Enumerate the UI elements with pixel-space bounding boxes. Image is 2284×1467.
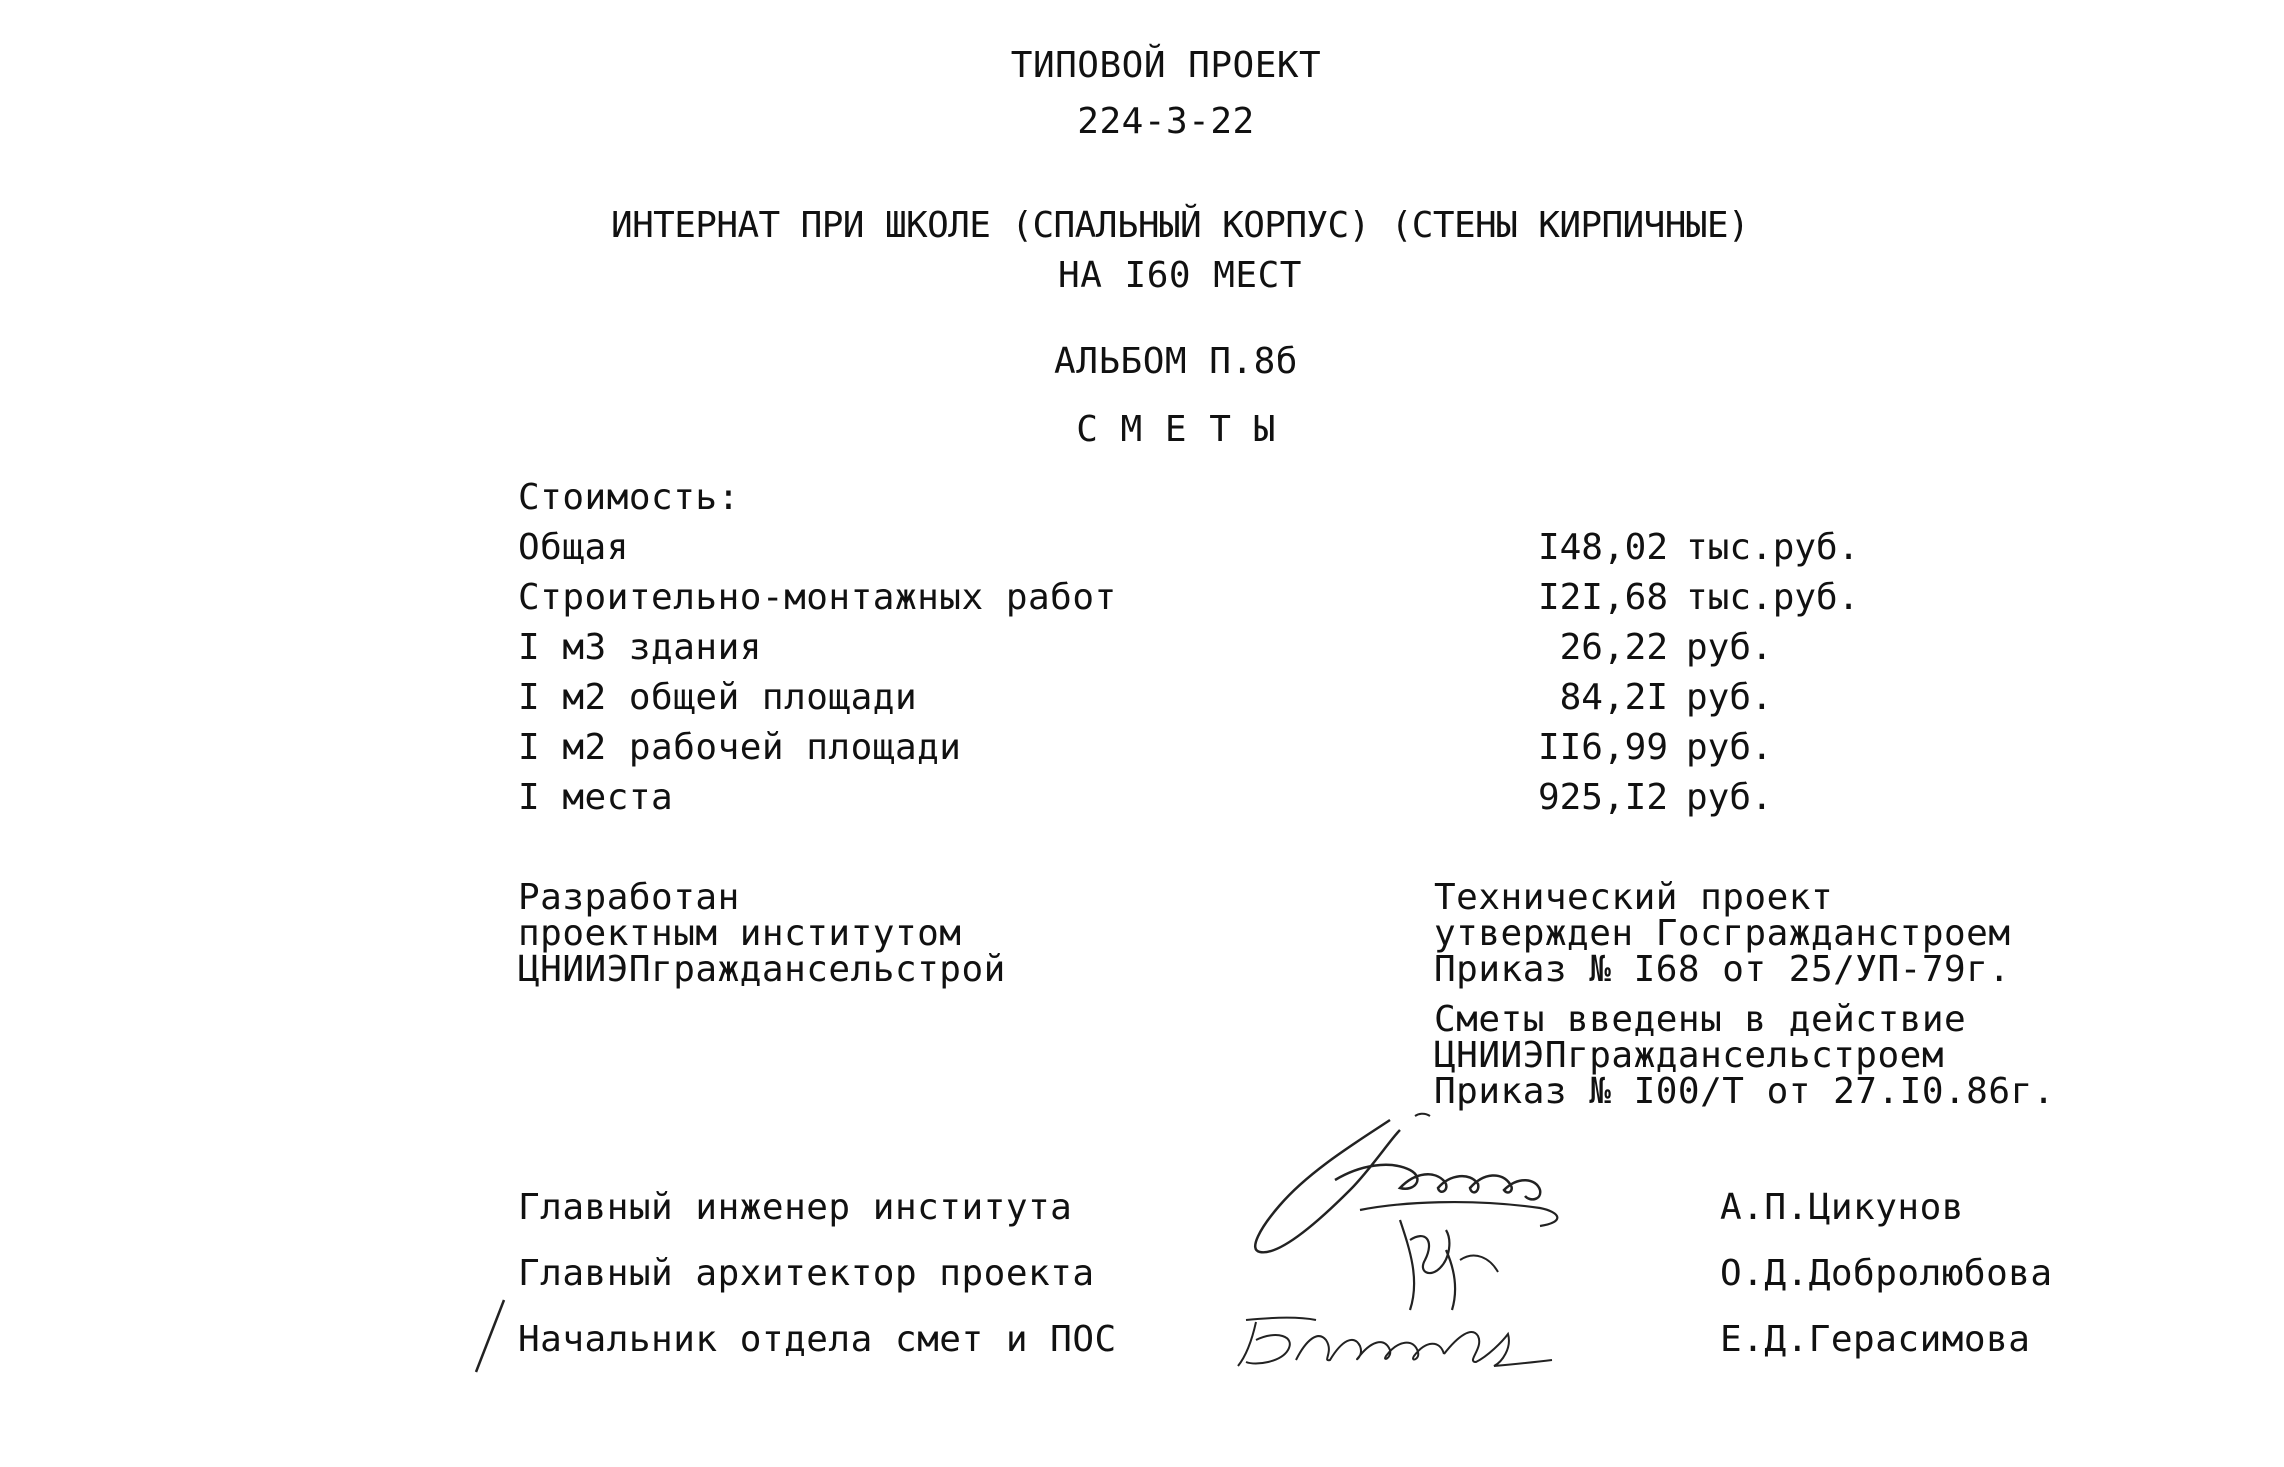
signatory-position: Начальник отдела смет и ПОС (518, 1319, 1117, 1360)
signatory-position: Главный архитектор проекта (518, 1253, 1095, 1294)
approval-line-3: Приказ № I68 от 25/УП-79г. (1434, 949, 2011, 990)
developer-line-1: Разработан (518, 877, 740, 918)
signatory-position: Главный инженер института (518, 1187, 1073, 1228)
cost-value: I48,02 (1537, 527, 1668, 568)
enactment-line-3: Приказ № I00/Т от 27.I0.86г. (1434, 1071, 2055, 1112)
pen-mark (470, 1296, 510, 1376)
cost-value: II6,99 (1537, 727, 1668, 768)
cost-value: I2I,68 (1537, 577, 1668, 618)
developer-line-3: ЦНИИЭПграждансельстрой (518, 949, 1006, 990)
cost-label: I места (518, 777, 674, 818)
cost-label: I м3 здания (518, 627, 762, 668)
album-number: АЛЬБОМ П.8б (1054, 341, 1298, 382)
signatory-name: Е.Д.Герасимова (1720, 1319, 2031, 1360)
title-line-1: ИНТЕРНАТ ПРИ ШКОЛЕ (СПАЛЬНЫЙ КОРПУС) (СТЕНЫ КИРПИЧНЫЕ) (611, 205, 1749, 246)
cost-label: I м2 рабочей площади (518, 727, 962, 768)
cost-value: 26,22 (1559, 627, 1668, 668)
cost-label: Общая (518, 527, 629, 568)
enactment-line-2: ЦНИИЭПграждансельстроем (1434, 1035, 1944, 1076)
cost-unit: руб. (1686, 777, 1773, 818)
title-line-2: НА I60 МЕСТ (1058, 255, 1302, 296)
signatory-name: О.Д.Добролюбова (1720, 1253, 2053, 1294)
cost-unit: руб. (1686, 677, 1773, 718)
cost-unit: тыс.руб. (1686, 577, 1860, 618)
cost-value: 84,2I (1559, 677, 1668, 718)
approval-line-2: утвержден Госгражданстроем (1434, 913, 2011, 954)
developer-line-2: проектным институтом (518, 913, 962, 954)
cost-label: Строительно-монтажных работ (518, 577, 1117, 618)
cost-value: 925,I2 (1537, 777, 1668, 818)
doc-type: ТИПОВОЙ ПРОЕКТ (1010, 45, 1322, 86)
cost-unit: руб. (1686, 627, 1773, 668)
approval-line-1: Технический проект (1434, 877, 1834, 918)
cost-unit: руб. (1686, 727, 1773, 768)
signature-estimates-head (1226, 1300, 1566, 1380)
signatory-name: А.П.Цикунов (1720, 1187, 1964, 1228)
cost-label: I м2 общей площади (518, 677, 918, 718)
enactment-line-1: Сметы введены в действие (1434, 999, 1967, 1040)
cost-heading: Стоимость: (518, 477, 740, 518)
cost-unit: тыс.руб. (1686, 527, 1860, 568)
section-title: С М Е Т Ы (1076, 409, 1276, 450)
doc-number: 224-3-22 (1077, 101, 1255, 142)
